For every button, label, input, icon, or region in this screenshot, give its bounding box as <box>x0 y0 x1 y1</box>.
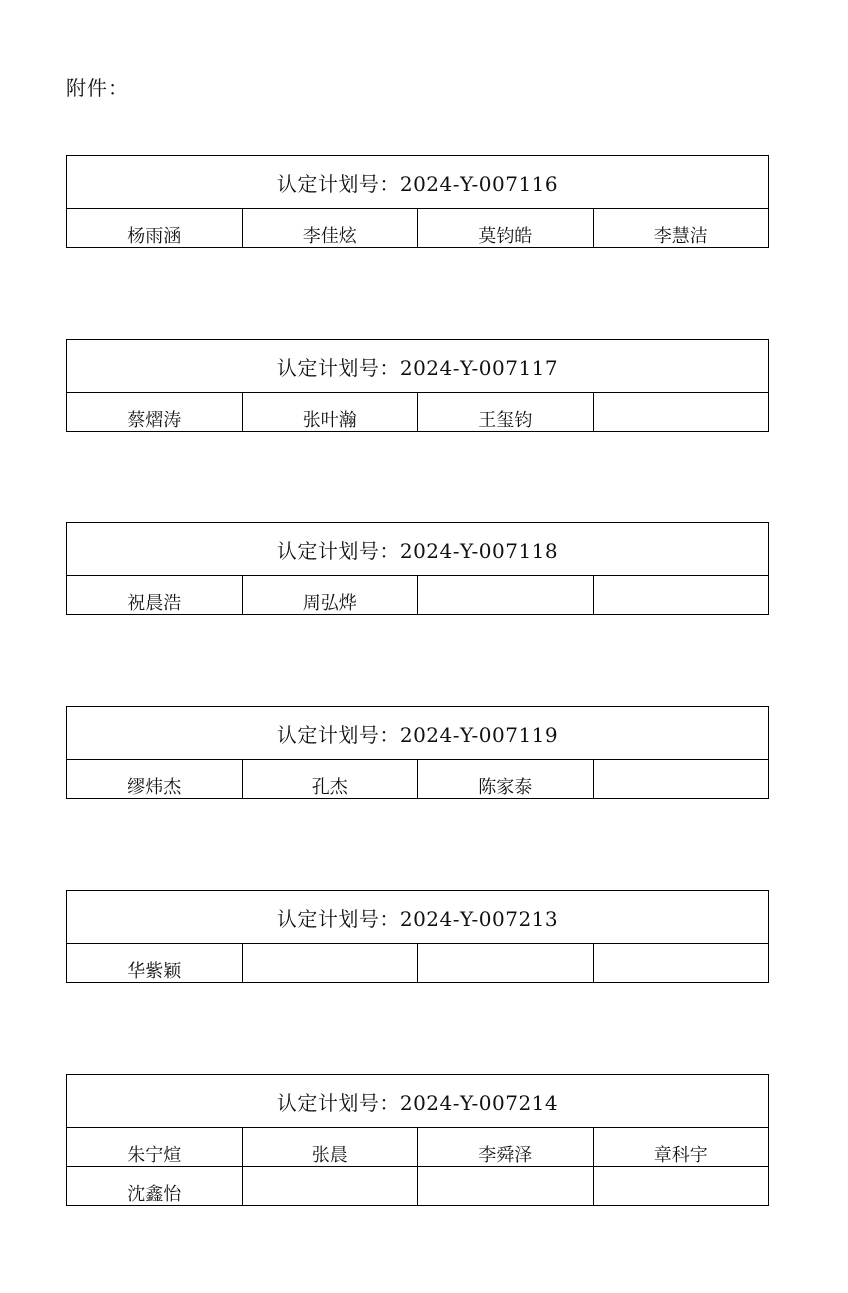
name-cell <box>593 760 769 799</box>
plan-table <box>66 522 769 615</box>
name-cell <box>593 393 769 432</box>
name-cell: 华紫颖 <box>67 944 243 983</box>
plan-number-title: 认定计划号：2024-Y-007118 <box>67 523 769 576</box>
plan-table <box>66 155 769 248</box>
plan-number-title: 认定计划号：2024-Y-007214 <box>67 1075 769 1128</box>
name-cell <box>418 1167 594 1206</box>
plan-header-row <box>67 156 769 209</box>
name-cell: 周弘烨 <box>242 576 418 615</box>
plan-table <box>66 706 769 799</box>
name-row <box>67 393 769 432</box>
name-cell: 孔杰 <box>242 760 418 799</box>
plan-header-row <box>67 891 769 944</box>
plan-table <box>66 1074 769 1206</box>
name-cell: 莫钧皓 <box>418 209 594 248</box>
name-cell: 李慧洁 <box>593 209 769 248</box>
name-cell: 张晨 <box>242 1128 418 1167</box>
plan-header-row <box>67 340 769 393</box>
name-row <box>67 944 769 983</box>
name-cell: 蔡熠涛 <box>67 393 243 432</box>
name-cell: 陈家泰 <box>418 760 594 799</box>
plan-number-title: 认定计划号：2024-Y-007119 <box>67 707 769 760</box>
name-cell <box>418 944 594 983</box>
name-cell: 李舜泽 <box>418 1128 594 1167</box>
name-row <box>67 576 769 615</box>
name-cell: 沈鑫怡 <box>67 1167 243 1206</box>
name-cell: 杨雨涵 <box>67 209 243 248</box>
name-row <box>67 1128 769 1167</box>
name-cell <box>593 944 769 983</box>
name-cell: 章科宇 <box>593 1128 769 1167</box>
name-row <box>67 209 769 248</box>
plan-header-row <box>67 1075 769 1128</box>
name-cell <box>593 1167 769 1206</box>
name-cell <box>593 576 769 615</box>
plan-header-row <box>67 523 769 576</box>
name-cell: 李佳炫 <box>242 209 418 248</box>
name-cell: 朱宁煊 <box>67 1128 243 1167</box>
name-cell: 王玺钧 <box>418 393 594 432</box>
name-cell <box>418 576 594 615</box>
name-cell <box>242 1167 418 1206</box>
plan-header-row <box>67 707 769 760</box>
name-cell: 张叶瀚 <box>242 393 418 432</box>
name-cell: 祝晨浩 <box>67 576 243 615</box>
plan-table <box>66 890 769 983</box>
plan-number-title: 认定计划号：2024-Y-007116 <box>67 156 769 209</box>
plan-table <box>66 339 769 432</box>
name-row <box>67 760 769 799</box>
plan-number-title: 认定计划号：2024-Y-007213 <box>67 891 769 944</box>
name-cell <box>242 944 418 983</box>
plan-number-title: 认定计划号：2024-Y-007117 <box>67 340 769 393</box>
name-cell: 缪炜杰 <box>67 760 243 799</box>
attachment-label: 附件： <box>66 76 129 100</box>
name-row <box>67 1167 769 1206</box>
